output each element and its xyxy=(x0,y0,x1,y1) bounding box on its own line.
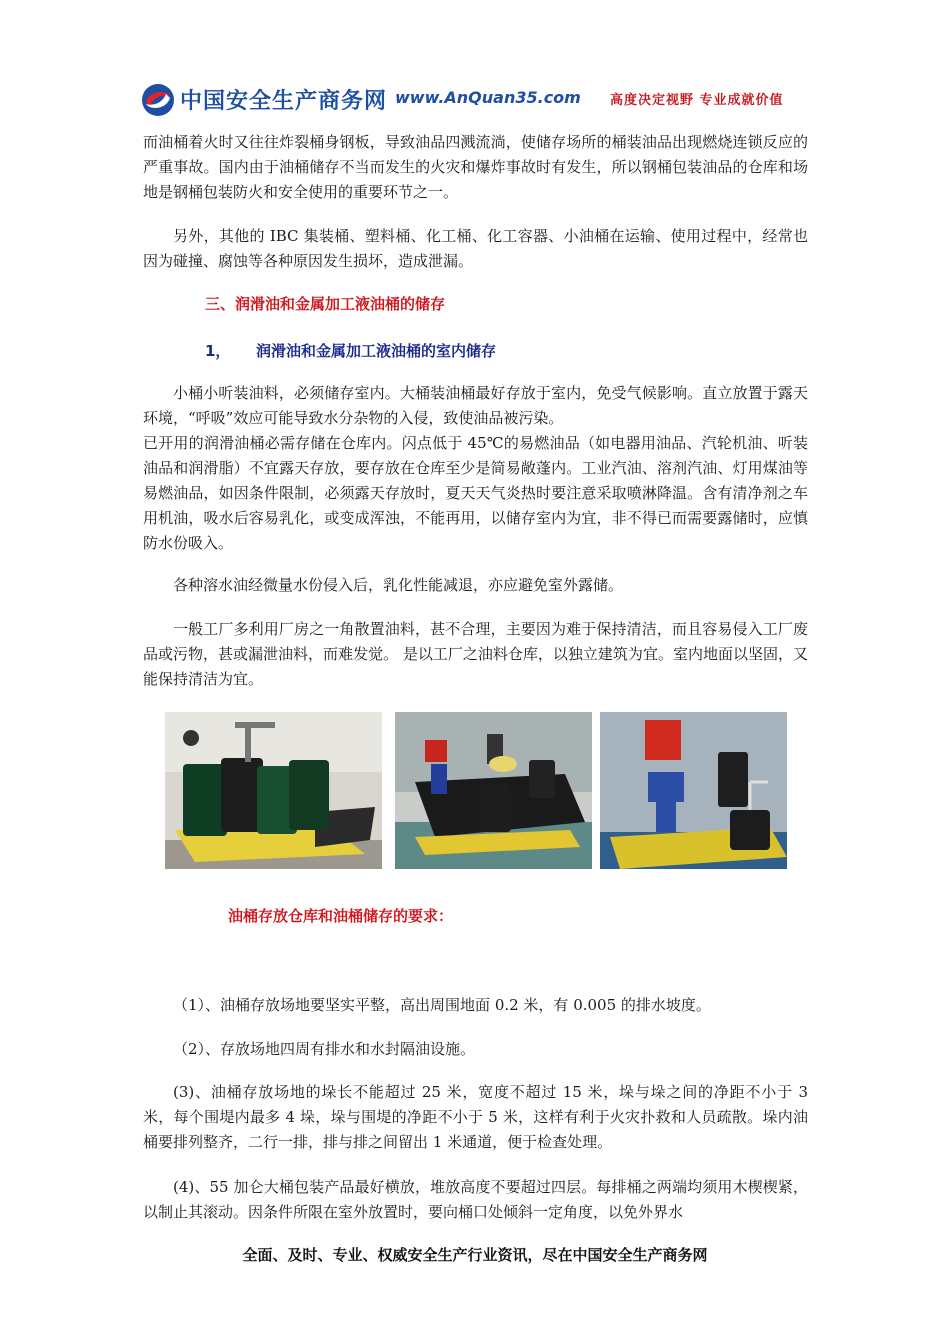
slogan: 高度决定视野 专业成就价值 xyxy=(610,93,784,108)
photo-dispensing-station xyxy=(600,712,787,869)
section-heading-3: 三、润滑油和金属加工液油桶的储存 xyxy=(205,295,446,313)
paragraph-other-containers: 另外，其他的 IBC 集装桶、塑料桶、化工桶、化工容器、小油桶在运输、使用过程中，经常也因为碰撞、腐蚀等各种原因发生损坏，造成泄漏。 xyxy=(143,227,808,270)
requirement-2: （2）、存放场地四周有排水和水封隔油设施。 xyxy=(173,1040,476,1058)
paragraph-water-soluble: 各种溶水油经微量水份侵入后，乳化性能减退，亦应避免室外露储。 xyxy=(173,576,624,594)
paragraph-fire-risk: 而油桶着火时又往往炸裂桶身钢板，导致油品四溅流淌，使储存场所的桶装油品出现燃烧连锁反应的严重事故。国内由于油桶储存不当而发生的火灾和爆炸事故时有发生，所以钢桶包装油品的仓库和场地是钢桶包装防火和安全使用的重要环节之一。 xyxy=(143,133,808,201)
requirement-4: (4)、55 加仑大桶包装产品最好横放，堆放高度不要超过四层。每排桶之两端均须用木楔楔紧，以制止其滚动。因条件所限在室外放置时，要向桶口处倾斜一定角度，以免外界水 xyxy=(143,1178,808,1221)
paragraph-factory-storage: 一般工厂多利用厂房之一角散置油料，甚不合理，主要因为难于保持清洁，而且容易侵入工厂废品或污物，甚或漏泄油料，而难发觉。 是以工厂之油料仓库，以独立建筑为宜。室内地面以坚固，又能保持清洁为宜。 xyxy=(143,620,808,688)
paragraph-opened-drums: 已开用的润滑油桶必需存储在仓库内。闪点低于 45℃的易燃油品（如电器用油品、汽轮机油、听装油品和润滑脂）不宜露天存放，要存放在仓库至少是简易敞蓬内。工业汽油、溶剂汽油、灯用煤油等易燃油品，如因条件限制，必须露天存放时，夏天天气炎热时要注意采取喷淋降温。含有清净剂之车用机油，吸水后容易乳化，或变成浑浊，不能再用，以储存室内为宜，非不得已而需要露储时，应慎防水份吸入。 xyxy=(143,434,808,552)
requirement-3: (3)、油桶存放场地的垛长不能超过 25 米，宽度不超过 15 米，垛与垛之间的净距不小于 3 米，每个围堤内最多 4 垛，垛与围堤的净距不小于 5 米，这样有利于火灾扑救和人员疏散。垛内油桶要排列整齐，二行一排，排与排之间留出 1 米通道，便于检查处理。 xyxy=(143,1083,808,1151)
photo-workstation-drums xyxy=(395,712,592,869)
requirement-1: （1）、油桶存放场地要坚实平整，高出周围地面 0.2 米，有 0.005 的排水坡度。 xyxy=(173,996,711,1014)
brand-logo-icon xyxy=(140,82,176,118)
photo-drum-spill-pallet xyxy=(165,712,382,869)
page-footer: 全面、及时、专业、权威安全生产行业资讯，尽在中国安全生产商务网 xyxy=(242,1246,708,1264)
site-url: www.AnQuan35.com xyxy=(395,88,581,107)
subsection-heading-indoor: 润滑油和金属加工液油桶的室内储存 xyxy=(256,342,497,360)
subsection-number: 1， xyxy=(205,342,231,360)
paragraph-small-drums: 小桶小听装油料，必须储存室内。大桶装油桶最好存放于室内，免受气候影响。直立放置于露天环境，“呼吸”效应可能导致水分杂物的入侵，致使油品被污染。 xyxy=(143,384,808,427)
page-header xyxy=(140,78,820,126)
requirements-heading: 油桶存放仓库和油桶储存的要求： xyxy=(228,907,454,925)
brand-name: 中国安全生产商务网 xyxy=(180,89,388,114)
